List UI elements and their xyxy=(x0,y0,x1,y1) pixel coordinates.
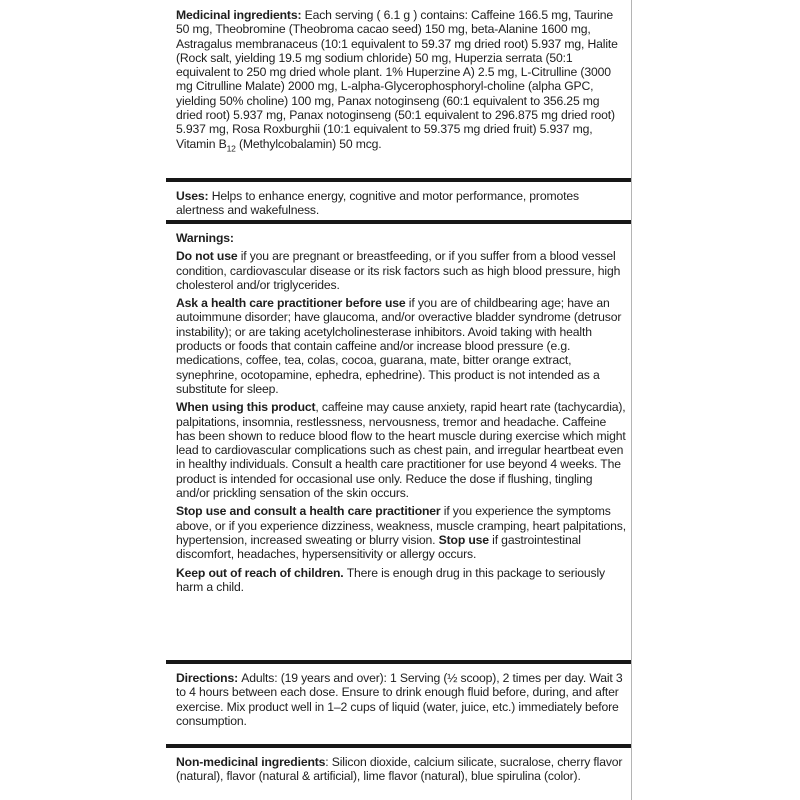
section-divider-rule xyxy=(166,744,631,748)
keep-out-of-reach-paragraph: Keep out of reach of children. There is enough drug in this package to seriously harm a child. xyxy=(176,565,605,594)
ask-practitioner-paragraph: Ask a health care practitioner before use if you are of childbearing age; have an autoimmune disorder; have glaucoma, and/or overactive bladder syndrome (detrusor instability); or are taking acetylcholinesterase inhibitors. Avoid taking with health products or foods that contain caffeine and/or increase blood pressure (e.g. medications, coffee, tea, colas, cocoa, guarana, mate, bitter orange extract, synephrine, ocotopamine, ephedra, ephedrine). This product is not intended as a substitute for sleep. xyxy=(176,296,622,396)
non-medicinal-paragraph: Non-medicinal ingredients: Silicon dioxide, calcium silicate, sucralose, cherry flavor (natural), flavor (natural & artificial), lime flavor (natural), blue spirulina (color). xyxy=(176,755,623,784)
directions-paragraph: Directions: Adults: (19 years and over): 1 Serving (½ scoop), 2 times per day. Wait 3 to 4 hours between each dose. Ensure to drink enough fluid before, during, and after exercise. Mix product well in 1–2 cups of liquid (water, juice, etc.) immediately before consumption. xyxy=(176,671,623,728)
medicinal-ingredients-paragraph: Medicinal ingredients: Each serving ( 6.1 g ) contains: Caffeine 166.5 mg, Taurine 50 mg, Theobromine (Theobroma cacao seed) 150 mg, beta-Alanine 1600 mg, Astragalus membranaceus (10:1 equivalent to 59.37 mg dried root) 5.937 mg, Halite (Rock salt, yielding 19.5 mg sodium chloride) 50 mg, Huperzia serrata (50:1 equivalent to 250 mg dried whole plant. 1% Huperzine A) 2.5 mg, L-Citrulline (3000 mg Citrulline Malate) 2000 mg, L-alpha-Glycerophosphoryl-choline (alpha GPC, yielding 50% choline) 100 mg, Panax notoginseng (60:1 equivalent to 356.25 mg dried root) 5.937 mg, Panax notoginseng (50:1 equivalent to 296.875 mg dried root) 5.937 mg, Rosa Roxburghii (10:1 equivalent to 59.375 mg dried fruit) 5.937 mg, Vitamin $B_{12}$ (Methylcobalamin) 50 mcg. xyxy=(176,8,618,154)
non-medicinal-ingredients-section xyxy=(176,755,628,784)
section-divider-rule xyxy=(166,660,631,664)
uses-section xyxy=(176,189,628,218)
section-divider-rule xyxy=(166,178,631,182)
medicinal-ingredients-section xyxy=(176,8,628,154)
stop-use-paragraph: Stop use and consult a health care practitioner if you experience the symptoms above, or if you experience dizziness, weakness, muscle cramping, heart palpitations, hypertension, increased sweating or blurry vision. Stop use if gastrointestinal discomfort, headaches, hypersensitivity or allergy occurs. xyxy=(176,504,626,562)
warnings-section xyxy=(176,231,628,594)
when-using-paragraph: When using this product, caffeine may cause anxiety, rapid heart rate (tachycardia), palpitations, insomnia, restlessness, nervousness, tremor and headache. Caffeine has been shown to reduce blood flow to the heart muscle during exercise which might lead to cardiovascular complications such as chest pain, and irregular heartbeat even in healthy individuals. Consult a health care practitioner for use beyond 4 weeks. The product is intended for occasional use only. Reduce the dose if flushing, tingling and/or prickling sensation of the skin occurs. xyxy=(176,400,626,501)
section-divider-rule xyxy=(166,220,631,224)
warnings-title: Warnings: xyxy=(176,231,234,245)
uses-paragraph: Uses: Helps to enhance energy, cognitive and motor performance, promotes alertness and wakefulness. xyxy=(176,189,579,218)
label-right-edge-line xyxy=(631,0,632,800)
supplement-label-panel xyxy=(166,0,632,800)
do-not-use-paragraph: Do not use if you are pregnant or breastfeeding, or if you suffer from a blood vessel condition, cardiovascular disease or its risk factors such as high blood pressure, high cholesterol and/or triglycerides. xyxy=(176,249,621,292)
directions-section xyxy=(176,671,628,728)
